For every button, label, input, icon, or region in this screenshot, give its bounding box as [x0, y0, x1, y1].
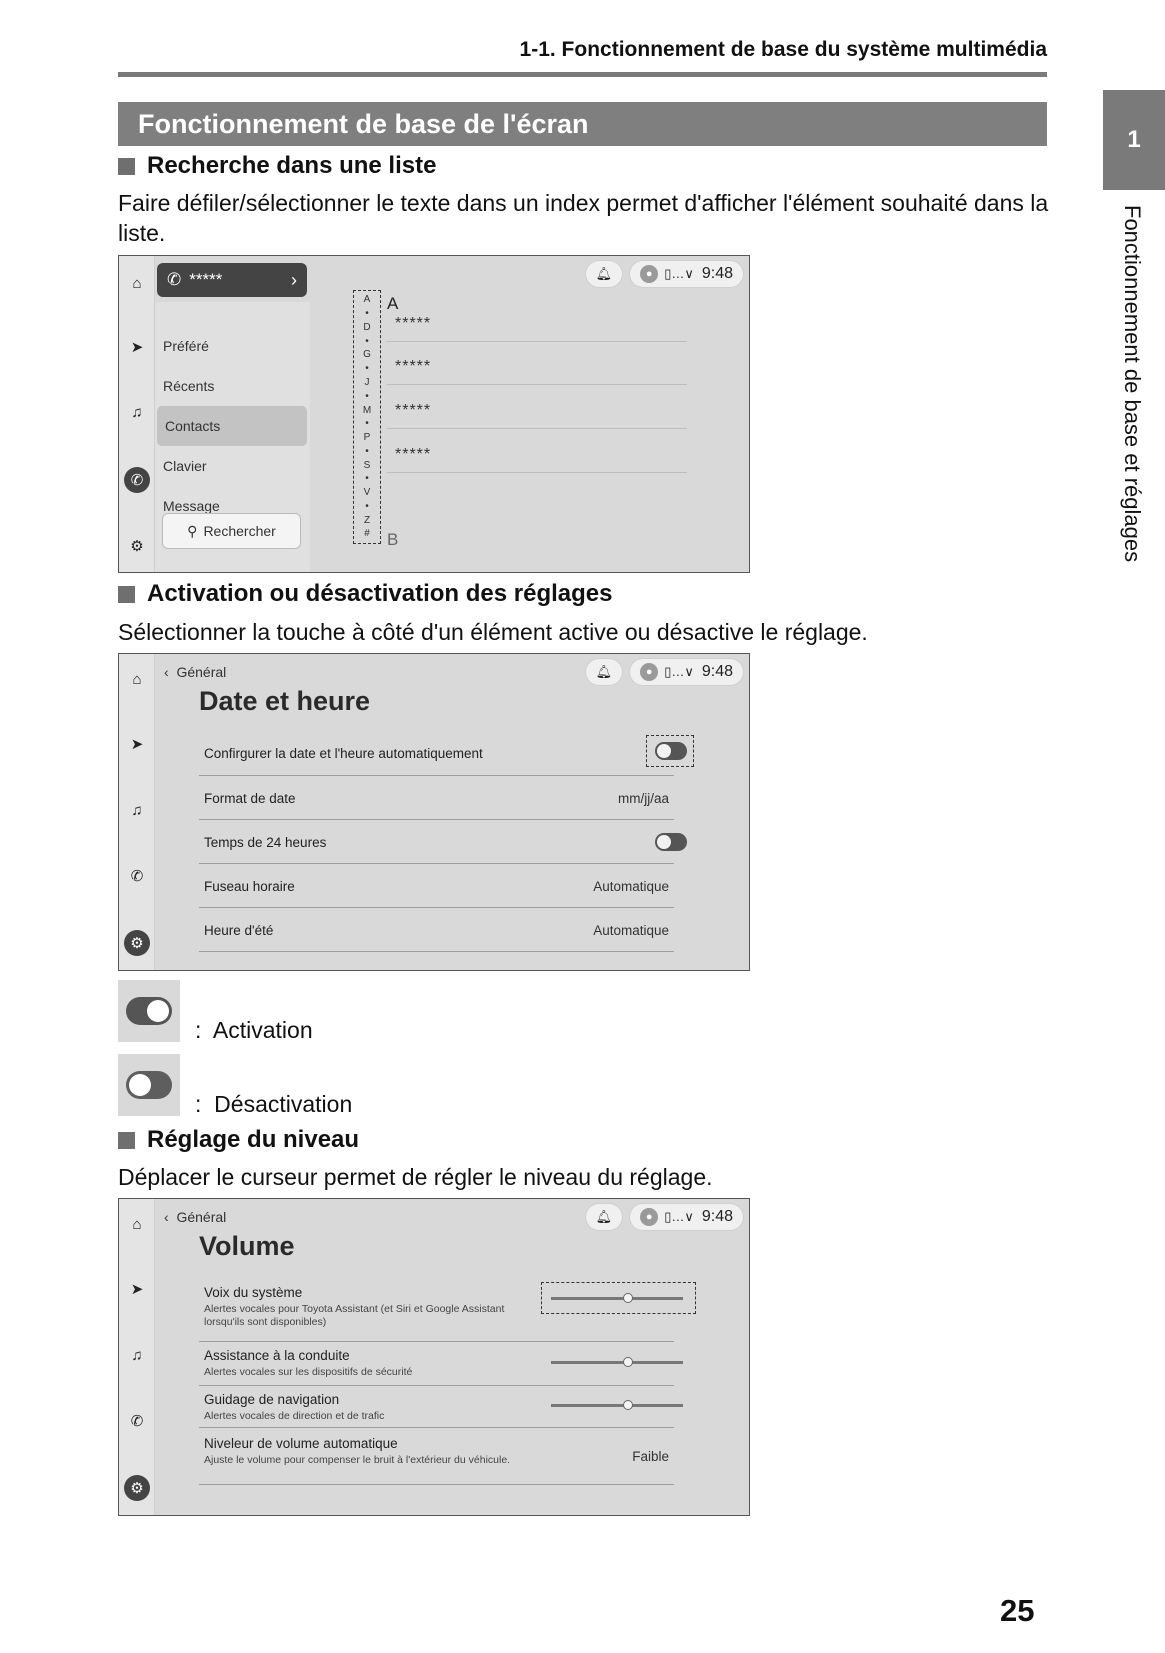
chapter-tab-text: Fonctionnement de base et réglages	[1120, 205, 1145, 563]
search-icon: ⚲	[187, 522, 198, 539]
setting-label: Temps de 24 heures	[204, 835, 327, 850]
nav-rail	[119, 256, 155, 572]
index-letter[interactable]: G	[363, 349, 371, 361]
paragraph: Faire défiler/sélectionner le texte dans un index permet d'afficher l'élément souhaité dans la liste.	[118, 190, 1049, 246]
header-rule	[118, 72, 1047, 77]
nav-rail	[119, 654, 155, 970]
system-voice-slider[interactable]	[551, 1297, 683, 1300]
legend-label-on	[195, 1017, 313, 1044]
back-button[interactable]: ‹ Général	[164, 664, 227, 680]
toggle-on-sample	[118, 980, 180, 1042]
contact-row[interactable]: *****	[387, 300, 687, 342]
clock: 9:48	[701, 265, 733, 282]
screen-title: Date et heure	[199, 686, 371, 716]
toggle-knob	[147, 1000, 169, 1022]
list-group-header: B	[387, 530, 399, 549]
phone-battery-signal-bluetooth-icon: ▯…∨	[664, 1209, 694, 1224]
status-pill[interactable]	[630, 659, 743, 685]
toggle-off-sample	[118, 1054, 180, 1116]
menu-item-contacts[interactable]: Contacts	[157, 406, 307, 446]
phone-battery-signal-bluetooth-icon: ▯…∨	[664, 664, 694, 679]
legend-separator: :	[195, 1017, 202, 1043]
notification-button[interactable]	[586, 261, 623, 287]
index-letter[interactable]: #	[364, 528, 370, 540]
index-letter[interactable]: Z	[363, 514, 371, 526]
index-letter[interactable]: A	[363, 294, 371, 306]
toggle-on-icon	[126, 997, 172, 1025]
setting-row-dst[interactable]	[199, 908, 674, 952]
driving-assist-slider[interactable]	[551, 1361, 683, 1364]
setting-row-driving-assist[interactable]	[199, 1342, 674, 1386]
bell-icon: 🔔︎	[595, 266, 613, 281]
menu-item-keypad[interactable]: Clavier	[163, 458, 207, 474]
active-call-button[interactable]	[157, 263, 307, 297]
slider-thumb[interactable]	[623, 1357, 633, 1367]
setting-row-system-voice[interactable]	[199, 1279, 674, 1342]
music-icon[interactable]: ♫	[131, 1346, 143, 1364]
bullet-square-icon	[118, 586, 135, 603]
setting-value: mm/jj/aa	[617, 791, 669, 806]
index-letter[interactable]: S	[363, 459, 371, 471]
setting-row-navigation-guidance[interactable]	[199, 1386, 674, 1428]
index-dot: •	[365, 473, 369, 485]
clock: 9:48	[701, 1208, 733, 1225]
setting-value: Faible	[632, 1449, 669, 1464]
setting-value: Automatique	[593, 879, 669, 894]
index-dot: •	[365, 500, 369, 512]
phone-icon[interactable]: ✆	[130, 1413, 144, 1430]
legend-text: Activation	[212, 1017, 313, 1043]
toggle-knob	[129, 1074, 151, 1096]
nav-rail	[119, 1199, 155, 1515]
index-dot: •	[365, 363, 369, 375]
contact-row[interactable]: *****	[387, 387, 687, 429]
paragraph: Sélectionner la touche à côté d'un élément active ou désactive le réglage.	[118, 619, 868, 645]
index-letter[interactable]: D	[363, 321, 371, 333]
user-icon: ●	[640, 1208, 658, 1226]
legend-separator: :	[195, 1091, 202, 1117]
index-dot: •	[365, 308, 369, 320]
navigation-icon[interactable]: ➤	[130, 736, 144, 753]
section-title: Fonctionnement de base de l'écran	[118, 102, 1047, 146]
setting-row-24h[interactable]	[199, 820, 674, 864]
index-letter[interactable]: P	[363, 432, 371, 444]
bullet-square-icon	[118, 158, 135, 175]
screen-title: Volume	[199, 1231, 295, 1261]
call-label: *****	[189, 270, 223, 289]
list-group-header: A	[387, 294, 399, 313]
setting-label: Format de date	[204, 791, 296, 806]
setting-row-auto-datetime[interactable]	[199, 726, 674, 776]
clock: 9:48	[701, 663, 733, 680]
toggle-knob	[657, 835, 671, 849]
slider-thumb[interactable]	[623, 1293, 633, 1303]
subheading-level	[118, 1126, 359, 1154]
setting-label: Niveleur de volume automatique	[204, 1436, 398, 1451]
setting-value: Automatique	[593, 923, 669, 938]
paragraph: Déplacer le curseur permet de régler le niveau du réglage.	[118, 1164, 713, 1190]
status-bar	[586, 659, 743, 685]
index-dot: •	[365, 335, 369, 347]
settings-icon[interactable]: ⚙	[130, 538, 144, 555]
setting-row-auto-leveler[interactable]	[199, 1428, 674, 1485]
alphabet-index[interactable]	[353, 290, 381, 544]
subheading-toggle-settings	[118, 580, 612, 608]
home-icon[interactable]: ⌂	[132, 670, 142, 688]
setting-row-date-format[interactable]	[199, 776, 674, 820]
music-icon[interactable]: ♫	[131, 801, 143, 819]
back-label: Général	[176, 664, 227, 680]
setting-label: Voix du système	[204, 1285, 303, 1300]
legend-label-off	[195, 1091, 352, 1118]
search-button[interactable]	[163, 514, 300, 548]
navigation-guidance-slider[interactable]	[551, 1404, 683, 1407]
user-icon: ●	[640, 663, 658, 681]
status-bar	[586, 1204, 743, 1230]
toggle-off-icon	[126, 1071, 172, 1099]
setting-row-timezone[interactable]	[199, 864, 674, 908]
contact-row[interactable]: *****	[387, 431, 687, 473]
subheading-text: Réglage du niveau	[147, 1126, 360, 1153]
bell-icon: 🔔︎	[595, 664, 613, 679]
navigation-icon[interactable]: ➤	[130, 339, 144, 356]
bell-icon: 🔔︎	[595, 1209, 613, 1224]
legend-text: Désactivation	[214, 1091, 353, 1117]
index-dot: •	[365, 445, 369, 457]
notification-button[interactable]	[586, 659, 623, 685]
home-icon[interactable]: ⌂	[132, 274, 142, 292]
home-icon[interactable]: ⌂	[132, 1215, 142, 1233]
index-letter[interactable]: V	[363, 487, 371, 499]
search-label: Rechercher	[203, 523, 276, 539]
index-letter[interactable]: M	[362, 404, 372, 416]
navigation-icon[interactable]: ➤	[130, 1281, 144, 1298]
menu-item-message[interactable]: Message	[163, 498, 220, 514]
auto-datetime-toggle[interactable]	[655, 742, 687, 760]
contact-row[interactable]: *****	[387, 343, 687, 385]
settings-icon[interactable]: ⚙	[124, 1475, 150, 1501]
index-letter[interactable]: J	[364, 376, 370, 388]
phone-icon[interactable]: ✆	[130, 868, 144, 885]
setting-label: Guidage de navigation	[204, 1392, 340, 1407]
bullet-square-icon	[118, 1132, 135, 1149]
slider-thumb[interactable]	[623, 1400, 633, 1410]
chevron-right-icon: ›	[291, 269, 297, 290]
user-icon: ●	[640, 265, 658, 283]
setting-label: Confirgurer la date et l'heure automatiquement	[204, 746, 483, 761]
status-bar	[586, 261, 743, 287]
index-dot: •	[365, 390, 369, 402]
subheading-list-search	[118, 152, 436, 180]
toggle-knob	[657, 744, 671, 758]
menu-item-favorites[interactable]: Préféré	[163, 338, 209, 354]
setting-label: Fuseau horaire	[204, 879, 295, 894]
phone-icon: ✆	[167, 270, 182, 289]
phone-battery-signal-bluetooth-icon: ▯…∨	[664, 266, 694, 281]
24h-toggle[interactable]	[655, 833, 687, 851]
subheading-text: Recherche dans une liste	[147, 152, 437, 179]
music-icon[interactable]: ♫	[131, 403, 143, 421]
chapter-tab-number: 1	[1103, 90, 1165, 190]
index-dot: •	[365, 418, 369, 430]
back-button[interactable]: ‹ Général	[164, 1209, 227, 1225]
menu-item-recents[interactable]: Récents	[163, 378, 215, 394]
status-pill[interactable]	[630, 1204, 743, 1230]
status-pill[interactable]	[630, 261, 743, 287]
settings-icon[interactable]: ⚙	[124, 930, 150, 956]
notification-button[interactable]	[586, 1204, 623, 1230]
page-number: 25	[1000, 1593, 1035, 1628]
setting-description: Alertes vocales sur les dispositifs de sécurité	[204, 1366, 413, 1378]
setting-description: Alertes vocales de direction et de trafic	[204, 1410, 385, 1422]
back-label: Général	[176, 1209, 227, 1225]
phone-icon[interactable]: ✆	[124, 467, 150, 493]
setting-label: Assistance à la conduite	[204, 1348, 350, 1363]
setting-label: Heure d'été	[204, 923, 274, 938]
setting-description: Alertes vocales pour Toyota Assistant (et Siri et Google Assistant lorsqu'ils sont disponibles)	[204, 1303, 505, 1328]
subheading-text: Activation ou désactivation des réglages	[147, 580, 613, 607]
phone-contacts-screen	[118, 255, 750, 573]
setting-description: Ajuste le volume pour compenser le bruit à l'extérieur du véhicule.	[204, 1454, 511, 1466]
date-time-screen	[118, 653, 750, 971]
running-header: 1-1. Fonctionnement de base du système multimédia	[519, 38, 1047, 61]
volume-screen	[118, 1198, 750, 1516]
